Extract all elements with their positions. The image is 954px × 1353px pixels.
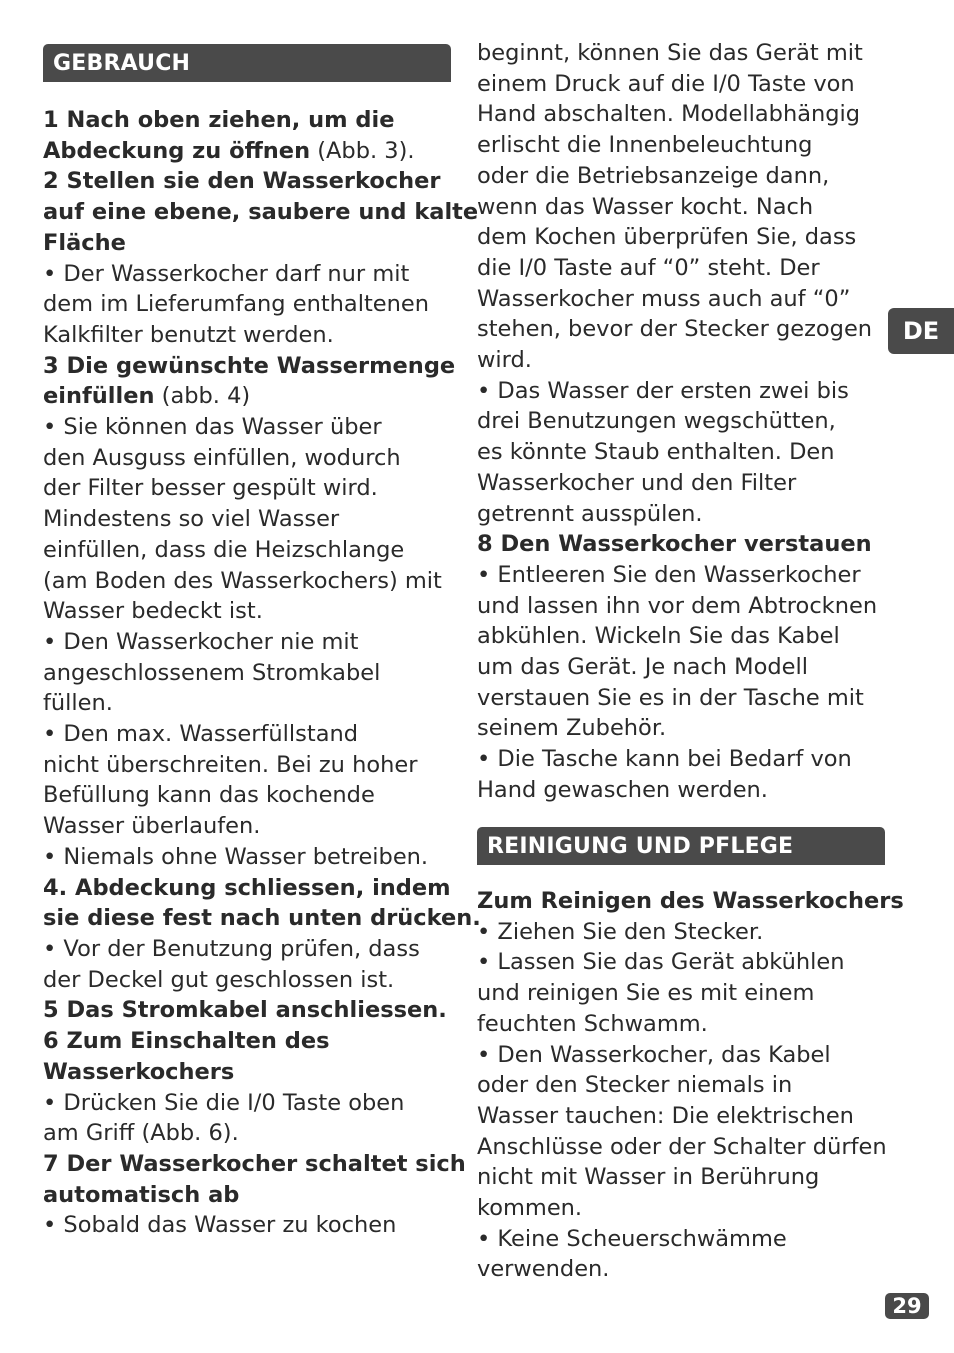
text-run: • Niemals ohne Wasser betreiben. xyxy=(43,843,429,870)
text-run: verstauen Sie es in der Tasche mit xyxy=(477,684,864,711)
text-run: • Der Wasserkocher darf nur mit xyxy=(43,260,410,287)
text-run: Wasser überlaufen. xyxy=(43,813,261,840)
text-run: • Die Tasche kann bei Bedarf von xyxy=(477,746,852,773)
text-run: einem Druck auf die I/0 Taste von xyxy=(477,70,855,97)
bold-run: einfüllen xyxy=(43,383,155,410)
text-run: Wasserkocher und den Filter xyxy=(477,469,797,496)
text-line xyxy=(477,406,877,437)
text-line xyxy=(43,351,481,382)
bold-run: automatisch ab xyxy=(43,1181,240,1208)
text-line xyxy=(477,744,877,775)
text-run: dem Kochen überprüfen Sie, dass xyxy=(477,224,857,251)
text-line xyxy=(477,1193,904,1224)
text-line xyxy=(477,683,877,714)
text-line xyxy=(43,228,481,259)
text-run: (Abb. 3). xyxy=(310,137,415,164)
reinigung-text xyxy=(477,886,904,1285)
text-line xyxy=(477,468,877,499)
text-run: dem im Lieferumfang enthaltenen xyxy=(43,291,429,318)
text-line xyxy=(477,253,877,284)
bold-run: 2 Stellen sie den Wasserkocher xyxy=(43,168,441,195)
text-run: beginnt, können Sie das Gerät mit xyxy=(477,40,863,66)
text-run: Wasser tauchen: Die elektrischen xyxy=(477,1102,854,1129)
text-line xyxy=(43,1057,481,1088)
text-run: • Keine Scheuerschwämme xyxy=(477,1225,787,1252)
text-line xyxy=(477,947,904,978)
text-run: Wasser bedeckt ist. xyxy=(43,598,263,625)
text-line xyxy=(477,437,877,468)
section-heading-reinigung: REINIGUNG UND PFLEGE xyxy=(477,827,885,865)
language-tab: DE xyxy=(888,308,954,354)
text-line xyxy=(477,1254,904,1285)
text-run: der Deckel gut geschlossen ist. xyxy=(43,966,395,993)
text-run: am Griff (Abb. 6). xyxy=(43,1120,239,1147)
bold-run: Abdeckung zu öffnen xyxy=(43,137,311,164)
text-run: die I/0 Taste auf “0” steht. Der xyxy=(477,254,820,281)
text-run: seinem Zubehör. xyxy=(477,715,667,742)
bold-run: Wasserkochers xyxy=(43,1058,235,1085)
text-line xyxy=(477,1040,904,1071)
text-line xyxy=(43,412,481,443)
text-run: • Den Wasserkocher, das Kabel xyxy=(477,1041,831,1068)
text-run: einfüllen, dass die Heizschlange xyxy=(43,536,405,563)
text-line xyxy=(43,627,481,658)
text-line xyxy=(43,320,481,351)
text-run: • Drücken Sie die I/0 Taste oben xyxy=(43,1089,405,1116)
text-line xyxy=(43,166,481,197)
text-line xyxy=(477,222,877,253)
text-run: Hand gewaschen werden. xyxy=(477,776,768,803)
text-run: • Entleeren Sie den Wasserkocher xyxy=(477,561,861,588)
bold-run: auf eine ebene, saubere und kalte xyxy=(43,199,479,226)
text-line xyxy=(477,560,877,591)
text-line xyxy=(477,886,904,917)
text-run: feuchten Schwamm. xyxy=(477,1010,708,1037)
text-run: abkühlen. Wickeln Sie das Kabel xyxy=(477,623,840,650)
bold-run: 5 Das Stromkabel anschliessen. xyxy=(43,997,447,1024)
bold-run: 6 Zum Einschalten des xyxy=(43,1028,330,1055)
text-run: • Vor der Benutzung prüfen, dass xyxy=(43,935,420,962)
text-run: (abb. 4) xyxy=(154,383,251,410)
bold-run: Zum Reinigen des Wasserkochers xyxy=(477,888,904,914)
text-run: • Ziehen Sie den Stecker. xyxy=(477,918,764,945)
text-run: Wasserkocher muss auch auf “0” xyxy=(477,285,851,312)
text-line xyxy=(43,504,481,535)
text-line xyxy=(477,917,904,948)
text-line xyxy=(477,775,877,806)
text-run: füllen. xyxy=(43,690,113,717)
text-line xyxy=(43,289,481,320)
text-run: erlischt die Innenbeleuchtung xyxy=(477,132,813,159)
text-line xyxy=(477,1009,904,1040)
text-line xyxy=(477,284,877,315)
text-line xyxy=(43,443,481,474)
text-line xyxy=(477,1070,904,1101)
text-line xyxy=(477,161,877,192)
text-run: • Sobald das Wasser zu kochen xyxy=(43,1212,397,1239)
text-line xyxy=(43,1088,481,1119)
text-line xyxy=(43,1149,481,1180)
text-line xyxy=(43,197,481,228)
text-line xyxy=(477,591,877,622)
bold-run: 1 Nach oben ziehen, um die xyxy=(43,107,395,133)
text-run: wenn das Wasser kocht. Nach xyxy=(477,193,814,220)
text-run: (am Boden des Wasserkochers) mit xyxy=(43,567,442,594)
text-line xyxy=(43,842,481,873)
text-run: der Filter besser gespült wird. xyxy=(43,475,378,502)
text-line xyxy=(43,965,481,996)
text-run: verwenden. xyxy=(477,1256,610,1283)
text-run: getrennt ausspülen. xyxy=(477,500,703,527)
text-line xyxy=(477,1132,904,1163)
text-run: oder die Betriebsanzeige dann, xyxy=(477,162,830,189)
text-run: und lassen ihn vor dem Abtrocknen xyxy=(477,592,878,619)
text-line xyxy=(477,713,877,744)
bold-run: sie diese fest nach unten drücken. xyxy=(43,905,481,932)
bold-run: 3 Die gewünschte Wassermenge xyxy=(43,352,456,379)
text-line xyxy=(43,473,481,504)
page-number: 29 xyxy=(885,1293,929,1319)
text-run: angeschlossenem Stromkabel xyxy=(43,659,381,686)
text-line xyxy=(477,345,877,376)
bold-run: 7 Der Wasserkocher schaltet sich xyxy=(43,1150,466,1177)
text-line xyxy=(43,995,481,1026)
text-line xyxy=(43,780,481,811)
text-run: wird. xyxy=(477,347,532,374)
text-run: nicht überschreiten. Bei zu hoher xyxy=(43,751,418,778)
text-line xyxy=(43,903,481,934)
text-line xyxy=(43,136,481,167)
text-run: drei Benutzungen wegschütten, xyxy=(477,408,836,435)
gebrauch-text xyxy=(43,105,481,1241)
text-line xyxy=(43,811,481,842)
text-line xyxy=(43,566,481,597)
text-line xyxy=(43,719,481,750)
text-line xyxy=(43,105,481,136)
text-line xyxy=(477,499,877,530)
text-line xyxy=(477,69,877,100)
text-line xyxy=(477,376,877,407)
text-run: Hand abschalten. Modellabhängig xyxy=(477,101,861,128)
text-run: Befüllung kann das kochende xyxy=(43,782,375,809)
text-line xyxy=(43,688,481,719)
text-line xyxy=(477,99,877,130)
text-line xyxy=(477,621,877,652)
text-line xyxy=(477,1224,904,1255)
text-run: Mindestens so viel Wasser xyxy=(43,506,340,533)
text-line xyxy=(43,873,481,904)
text-run: • Den max. Wasserfüllstand xyxy=(43,721,359,748)
text-line xyxy=(43,1210,481,1241)
text-line xyxy=(477,1101,904,1132)
text-line xyxy=(477,314,877,345)
text-line xyxy=(43,934,481,965)
text-run: stehen, bevor der Stecker gezogen xyxy=(477,316,873,343)
text-run: und reinigen Sie es mit einem xyxy=(477,980,815,1007)
text-line xyxy=(43,750,481,781)
text-run: • Sie können das Wasser über xyxy=(43,414,382,441)
text-line xyxy=(43,535,481,566)
text-line xyxy=(477,1162,904,1193)
text-line xyxy=(477,978,904,1009)
gebrauch-continued-text xyxy=(477,38,877,806)
text-line xyxy=(43,596,481,627)
text-line xyxy=(477,529,877,560)
text-line xyxy=(477,192,877,223)
text-run: nicht mit Wasser in Berührung xyxy=(477,1164,820,1191)
section-heading-gebrauch: GEBRAUCH xyxy=(43,44,451,82)
text-line xyxy=(477,38,877,69)
text-run: es könnte Staub enthalten. Den xyxy=(477,439,835,466)
text-run: Kalkfilter benutzt werden. xyxy=(43,321,334,348)
text-run: den Ausguss einfüllen, wodurch xyxy=(43,444,401,471)
text-run: um das Gerät. Je nach Modell xyxy=(477,654,808,681)
text-line xyxy=(43,1026,481,1057)
bold-run: 8 Den Wasserkocher verstauen xyxy=(477,531,872,558)
text-line xyxy=(43,1118,481,1149)
text-run: kommen. xyxy=(477,1195,583,1222)
text-line xyxy=(43,658,481,689)
text-line xyxy=(477,130,877,161)
text-run: oder den Stecker niemals in xyxy=(477,1072,793,1099)
text-line xyxy=(43,1180,481,1211)
bold-run: 4. Abdeckung schliessen, indem xyxy=(43,874,451,901)
text-line xyxy=(43,259,481,290)
text-run: • Das Wasser der ersten zwei bis xyxy=(477,377,849,404)
text-run: Anschlüsse oder der Schalter dürfen xyxy=(477,1133,887,1160)
text-line xyxy=(477,652,877,683)
text-run: • Den Wasserkocher nie mit xyxy=(43,628,359,655)
bold-run: Fläche xyxy=(43,229,126,256)
text-line xyxy=(43,381,481,412)
text-run: • Lassen Sie das Gerät abkühlen xyxy=(477,949,845,976)
